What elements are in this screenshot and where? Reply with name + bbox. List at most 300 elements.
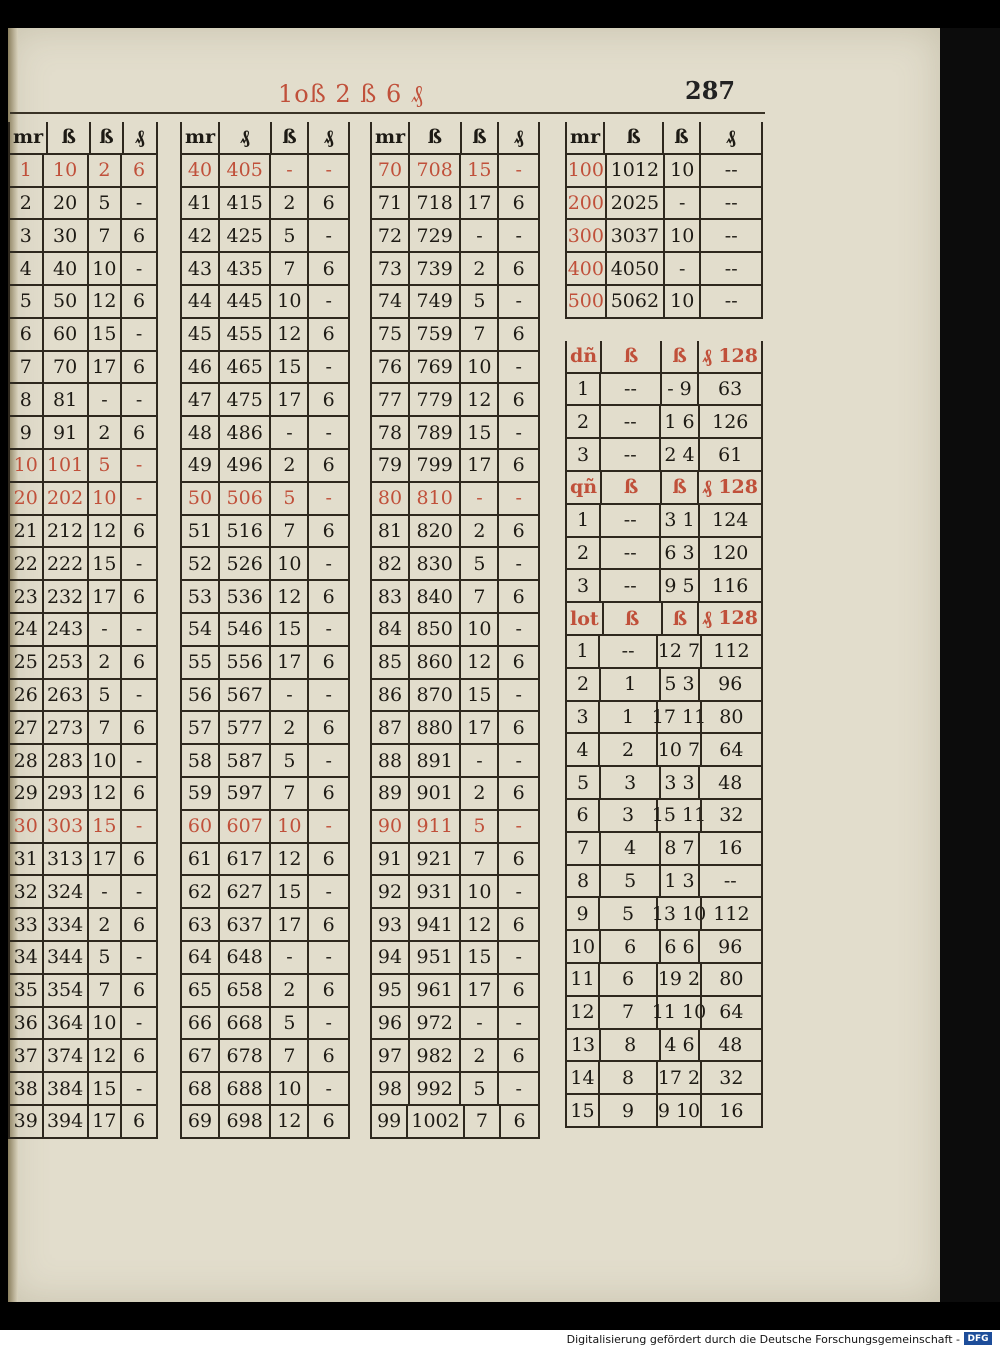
table-cell: 10 bbox=[42, 155, 87, 186]
table-cell: 40 bbox=[42, 253, 87, 284]
table-cell: 405 bbox=[218, 155, 270, 186]
table-cell: 6 bbox=[497, 319, 540, 350]
table-cell: 7 bbox=[463, 1106, 499, 1137]
table-row bbox=[565, 931, 763, 964]
table-cell: 1 bbox=[565, 374, 599, 405]
table-cell: 17 bbox=[269, 909, 307, 940]
table-cell: 89 bbox=[370, 778, 408, 809]
table-cell: - bbox=[663, 253, 699, 284]
table-cell: 66 bbox=[180, 1008, 218, 1039]
table-row bbox=[8, 384, 158, 417]
table-cell: 951 bbox=[408, 942, 460, 973]
table-cell: 15 bbox=[565, 1095, 598, 1126]
table-cell: - bbox=[269, 155, 307, 186]
table-row bbox=[8, 909, 158, 942]
table-cell: 12 bbox=[269, 1106, 307, 1137]
table-cell: 112 bbox=[700, 898, 763, 929]
table-row bbox=[180, 975, 350, 1008]
table-cell: 116 bbox=[698, 570, 763, 601]
table-row bbox=[180, 811, 350, 844]
table-cell: - bbox=[120, 1073, 158, 1104]
column-header: ₰ 128 bbox=[697, 603, 763, 634]
table-row bbox=[180, 909, 350, 942]
table-cell: 4 bbox=[565, 734, 598, 765]
table-row bbox=[8, 352, 158, 385]
table-row bbox=[370, 778, 540, 811]
table-cell: 921 bbox=[408, 844, 460, 875]
table-cell: 546 bbox=[218, 614, 270, 645]
table-cell: 48 bbox=[698, 1030, 763, 1061]
table-column-2 bbox=[180, 122, 350, 1139]
table-cell: 303 bbox=[42, 811, 87, 842]
table-cell: 10 bbox=[269, 811, 307, 842]
table-cell: 6 bbox=[120, 975, 158, 1006]
table-cell: 36 bbox=[8, 1008, 42, 1039]
table-cell: 53 bbox=[180, 581, 218, 612]
table-cell: 374 bbox=[42, 1040, 87, 1071]
table-header-row bbox=[370, 122, 540, 155]
table-cell: 11 bbox=[565, 964, 598, 995]
table-cell: 7 bbox=[269, 778, 307, 809]
table-cell: 6 bbox=[307, 1040, 350, 1071]
table-cell: 769 bbox=[408, 352, 460, 383]
table-cell: 63 bbox=[180, 909, 218, 940]
table-row bbox=[8, 1008, 158, 1041]
table-cell: 324 bbox=[42, 876, 87, 907]
table-cell: 7 bbox=[459, 581, 497, 612]
table-cell: 313 bbox=[42, 844, 87, 875]
table-row bbox=[370, 253, 540, 286]
table-row bbox=[370, 384, 540, 417]
table-row bbox=[180, 581, 350, 614]
table-cell: 3 bbox=[8, 220, 42, 251]
table-cell: 12 bbox=[269, 844, 307, 875]
table-cell: 3 bbox=[599, 767, 659, 798]
table-row bbox=[180, 1106, 350, 1139]
table-cell: - bbox=[663, 188, 699, 219]
table-cell: 486 bbox=[218, 417, 270, 448]
table-cell: 840 bbox=[408, 581, 460, 612]
table-cell: 61 bbox=[180, 844, 218, 875]
table-row bbox=[370, 975, 540, 1008]
table-cell: 30 bbox=[42, 220, 87, 251]
table-cell: 10 bbox=[269, 548, 307, 579]
table-cell: 12 bbox=[459, 909, 497, 940]
table-cell: 32 bbox=[700, 1062, 763, 1093]
table-row bbox=[565, 439, 763, 472]
table-cell: 2 bbox=[459, 1040, 497, 1071]
table-cell: 5 bbox=[598, 898, 656, 929]
table-cell: 62 bbox=[180, 876, 218, 907]
table-cell: 69 bbox=[180, 1106, 218, 1137]
table-cell: 15 bbox=[459, 680, 497, 711]
table-cell: 2 bbox=[565, 538, 599, 569]
table-cell: 54 bbox=[180, 614, 218, 645]
table-cell: 39 bbox=[8, 1106, 42, 1137]
table-row bbox=[565, 505, 763, 538]
table-cell: 6 bbox=[307, 253, 350, 284]
table-cell: 42 bbox=[180, 220, 218, 251]
table-cell: 4 6 bbox=[659, 1030, 697, 1061]
table-cell: 6 bbox=[120, 778, 158, 809]
table-cell: 20 bbox=[8, 483, 42, 514]
table-row bbox=[180, 680, 350, 713]
table-cell: 74 bbox=[370, 286, 408, 317]
table-cell: 96 bbox=[698, 669, 763, 700]
table-cell: 425 bbox=[218, 220, 270, 251]
table-cell: 283 bbox=[42, 745, 87, 776]
table-cell: - bbox=[120, 745, 158, 776]
table-header-row bbox=[565, 122, 763, 155]
table-row bbox=[180, 417, 350, 450]
table-cell: 85 bbox=[370, 647, 408, 678]
table-cell: 911 bbox=[408, 811, 460, 842]
table-cell: 7 bbox=[459, 844, 497, 875]
table-cell: - bbox=[497, 548, 540, 579]
column-header: ₰ bbox=[497, 122, 540, 153]
table-cell: 87 bbox=[370, 712, 408, 743]
table-cell: 15 bbox=[87, 1073, 121, 1104]
table-cell: 475 bbox=[218, 384, 270, 415]
table-cell: 6 bbox=[120, 909, 158, 940]
table-cell: 2 bbox=[459, 253, 497, 284]
table-cell: 5 bbox=[269, 220, 307, 251]
table-cell: 17 bbox=[459, 188, 497, 219]
table-cell: 6 bbox=[120, 220, 158, 251]
table-row bbox=[565, 1062, 763, 1095]
table-row bbox=[370, 942, 540, 975]
table-cell: 95 bbox=[370, 975, 408, 1006]
table-cell: 6 bbox=[598, 964, 656, 995]
table-cell: - bbox=[307, 220, 350, 251]
table-cell: 12 bbox=[459, 647, 497, 678]
table-cell: 1 bbox=[599, 669, 659, 700]
table-row bbox=[180, 516, 350, 549]
table-cell: 19 2 bbox=[656, 964, 700, 995]
table-row bbox=[180, 450, 350, 483]
table-cell: 15 bbox=[459, 155, 497, 186]
table-row bbox=[8, 483, 158, 516]
table-cell: 6 bbox=[497, 450, 540, 481]
table-cell: 2 bbox=[269, 450, 307, 481]
table-cell: 15 bbox=[87, 319, 121, 350]
column-header: ₰ 128 bbox=[697, 341, 763, 372]
table-cell: 729 bbox=[408, 220, 460, 251]
table-header-row bbox=[565, 472, 763, 505]
table-cell: 15 bbox=[87, 811, 121, 842]
table-cell: - bbox=[269, 680, 307, 711]
table-cell: - bbox=[307, 942, 350, 973]
table-cell: - bbox=[459, 220, 497, 251]
table-cell: 334 bbox=[42, 909, 87, 940]
table-cell: 455 bbox=[218, 319, 270, 350]
table-row bbox=[370, 581, 540, 614]
table-cell: 678 bbox=[218, 1040, 270, 1071]
table-row bbox=[8, 220, 158, 253]
table-cell: - bbox=[307, 876, 350, 907]
table-cell: 83 bbox=[370, 581, 408, 612]
table-row bbox=[180, 384, 350, 417]
table-row bbox=[370, 483, 540, 516]
table-cell: 6 bbox=[120, 155, 158, 186]
table-cell: 2 bbox=[87, 909, 121, 940]
table-row bbox=[8, 680, 158, 713]
table-row bbox=[370, 909, 540, 942]
table-row bbox=[565, 898, 763, 931]
table-cell: 2 bbox=[565, 669, 599, 700]
table-cell: - bbox=[459, 483, 497, 514]
table-cell: 2 bbox=[87, 417, 121, 448]
table-cell: 86 bbox=[370, 680, 408, 711]
table-cell: 12 bbox=[87, 1040, 121, 1071]
table-row bbox=[370, 1106, 540, 1139]
table-row bbox=[180, 1073, 350, 1106]
table-cell: 80 bbox=[370, 483, 408, 514]
table-row bbox=[565, 734, 763, 767]
table-cell: 6 bbox=[307, 450, 350, 481]
table-cell: - bbox=[307, 417, 350, 448]
table-cell: 10 bbox=[663, 286, 699, 317]
column-header: ß bbox=[600, 472, 660, 503]
table-row bbox=[370, 450, 540, 483]
table-column-1 bbox=[8, 122, 158, 1139]
table-row bbox=[370, 220, 540, 253]
table-cell: - bbox=[497, 1073, 540, 1104]
table-row bbox=[370, 680, 540, 713]
column-header: mr bbox=[180, 122, 218, 153]
table-cell: 13 bbox=[565, 1030, 599, 1061]
table-cell: 10 bbox=[87, 253, 121, 284]
table-cell: 76 bbox=[370, 352, 408, 383]
table-cell: 43 bbox=[180, 253, 218, 284]
table-cell: 2 bbox=[459, 778, 497, 809]
table-cell: 6 bbox=[120, 647, 158, 678]
table-cell: - bbox=[497, 876, 540, 907]
table-cell: 63 bbox=[697, 374, 763, 405]
table-cell: 891 bbox=[408, 745, 460, 776]
table-cell: 1 6 bbox=[659, 406, 697, 437]
table-cell: 96 bbox=[698, 931, 763, 962]
table-row bbox=[565, 1095, 763, 1128]
table-cell: 67 bbox=[180, 1040, 218, 1071]
table-cell: 17 bbox=[459, 712, 497, 743]
table-cell: 23 bbox=[8, 581, 42, 612]
table-cell: 6 bbox=[120, 712, 158, 743]
column-header: ₰ bbox=[122, 122, 158, 153]
table-cell: - bbox=[497, 614, 540, 645]
table-cell: 21 bbox=[8, 516, 42, 547]
table-cell: 50 bbox=[42, 286, 87, 317]
table-cell: 698 bbox=[218, 1106, 270, 1137]
table-cell: 9 bbox=[598, 1095, 656, 1126]
table-cell: 50 bbox=[180, 483, 218, 514]
table-row bbox=[8, 188, 158, 221]
table-row bbox=[8, 942, 158, 975]
table-row bbox=[370, 844, 540, 877]
table-cell: 8 bbox=[599, 1030, 659, 1061]
table-cell: -- bbox=[598, 636, 656, 667]
table-row bbox=[8, 778, 158, 811]
table-cell: 6 bbox=[120, 1106, 158, 1137]
table-cell: 6 3 bbox=[659, 538, 697, 569]
footer-credit: Digitalisierung gefördert durch die Deutsche Forschungsgemeinschaft - bbox=[566, 1333, 960, 1346]
table-cell: 25 bbox=[8, 647, 42, 678]
table-cell: 870 bbox=[408, 680, 460, 711]
table-header-row bbox=[180, 122, 350, 155]
table-row bbox=[565, 570, 763, 603]
table-cell: 28 bbox=[8, 745, 42, 776]
table-cell: 617 bbox=[218, 844, 270, 875]
table-cell: 17 bbox=[269, 647, 307, 678]
table-row bbox=[180, 155, 350, 188]
table-row bbox=[370, 1073, 540, 1106]
table-row bbox=[565, 997, 763, 1030]
table-cell: 384 bbox=[42, 1073, 87, 1104]
table-cell: - bbox=[497, 1008, 540, 1039]
table-cell: 1 bbox=[565, 505, 599, 536]
table-cell: 4 bbox=[599, 833, 659, 864]
table-cell: 6 bbox=[120, 417, 158, 448]
table-cell: 2 bbox=[459, 516, 497, 547]
table-cell: 2 bbox=[87, 155, 121, 186]
table-cell: 5 bbox=[269, 745, 307, 776]
table-cell: 5 bbox=[459, 548, 497, 579]
table-cell: 32 bbox=[700, 800, 763, 831]
table-cell: 1 bbox=[598, 702, 656, 733]
table-cell: 88 bbox=[370, 745, 408, 776]
table-cell: 5 bbox=[269, 1008, 307, 1039]
table-cell: 17 bbox=[459, 450, 497, 481]
table-cell: 10 bbox=[663, 155, 699, 186]
table-row bbox=[180, 844, 350, 877]
table-cell: 5 bbox=[87, 188, 121, 219]
table-cell: - bbox=[497, 942, 540, 973]
table-row bbox=[8, 614, 158, 647]
table-cell: 435 bbox=[218, 253, 270, 284]
table-row bbox=[565, 374, 763, 407]
table-row bbox=[180, 942, 350, 975]
table-cell: 6 bbox=[307, 778, 350, 809]
table-row bbox=[8, 548, 158, 581]
table-cell: 6 bbox=[497, 1040, 540, 1071]
table-row bbox=[8, 1040, 158, 1073]
table-cell: 9 bbox=[565, 898, 598, 929]
table-row bbox=[180, 1008, 350, 1041]
table-row bbox=[565, 800, 763, 833]
table-cell: - bbox=[307, 680, 350, 711]
table-cell: 2 bbox=[269, 712, 307, 743]
table-cell: 6 bbox=[497, 581, 540, 612]
column-header: ß bbox=[661, 603, 698, 634]
table-row bbox=[370, 1040, 540, 1073]
table-cell: 232 bbox=[42, 581, 87, 612]
table-cell: 71 bbox=[370, 188, 408, 219]
table-cell: 72 bbox=[370, 220, 408, 251]
table-cell: 61 bbox=[698, 439, 763, 470]
table-row bbox=[370, 188, 540, 221]
table-row bbox=[8, 286, 158, 319]
table-cell: 27 bbox=[8, 712, 42, 743]
table-cell: 37 bbox=[8, 1040, 42, 1071]
table-cell: 779 bbox=[408, 384, 460, 415]
table-cell: 12 bbox=[269, 581, 307, 612]
table-cell: 5 bbox=[87, 942, 121, 973]
table-cell: 2 bbox=[87, 647, 121, 678]
table-cell: 4050 bbox=[605, 253, 663, 284]
table-row bbox=[565, 669, 763, 702]
table-cell: 48 bbox=[698, 767, 763, 798]
table-cell: 73 bbox=[370, 253, 408, 284]
table-cell: 6 bbox=[497, 516, 540, 547]
table-cell: 91 bbox=[42, 417, 87, 448]
table-cell: 9 bbox=[8, 417, 42, 448]
table-cell: - bbox=[307, 745, 350, 776]
table-cell: 81 bbox=[370, 516, 408, 547]
table-row bbox=[180, 352, 350, 385]
table-cell: 810 bbox=[408, 483, 460, 514]
table-row bbox=[8, 450, 158, 483]
table-row bbox=[370, 548, 540, 581]
table-row bbox=[565, 833, 763, 866]
table-row bbox=[8, 155, 158, 188]
table-column-3 bbox=[370, 122, 540, 1139]
table-row bbox=[8, 1073, 158, 1106]
table-cell: 64 bbox=[180, 942, 218, 973]
table-cell: 597 bbox=[218, 778, 270, 809]
table-cell: - bbox=[497, 155, 540, 186]
table-cell: -- bbox=[599, 406, 659, 437]
table-cell: 5 bbox=[459, 811, 497, 842]
table-cell: - bbox=[120, 1008, 158, 1039]
table-cell: 12 7 bbox=[656, 636, 700, 667]
table-row bbox=[370, 286, 540, 319]
table-cell: -- bbox=[699, 188, 763, 219]
table-cell: 90 bbox=[370, 811, 408, 842]
table-cell: 6 bbox=[497, 712, 540, 743]
table-cell: -- bbox=[599, 439, 659, 470]
table-cell: 6 bbox=[499, 1106, 540, 1137]
table-cell: 38 bbox=[8, 1073, 42, 1104]
table-cell: 124 bbox=[698, 505, 763, 536]
table-cell: 10 bbox=[8, 450, 42, 481]
table-header-row bbox=[565, 341, 763, 374]
table-cell: 6 bbox=[120, 1040, 158, 1071]
table-cell: 6 bbox=[120, 844, 158, 875]
table-cell: 972 bbox=[408, 1008, 460, 1039]
table-row bbox=[180, 319, 350, 352]
table-row bbox=[565, 538, 763, 571]
table-row bbox=[370, 155, 540, 188]
table-cell: 556 bbox=[218, 647, 270, 678]
table-cell: 6 bbox=[120, 581, 158, 612]
table-cell: 5 bbox=[599, 866, 659, 897]
table-cell: 80 bbox=[700, 964, 763, 995]
table-cell: 6 bbox=[307, 188, 350, 219]
table-cell: 92 bbox=[370, 876, 408, 907]
table-row bbox=[565, 155, 763, 188]
table-cell: 79 bbox=[370, 450, 408, 481]
table-cell: 6 bbox=[497, 909, 540, 940]
table-cell: 5 bbox=[459, 1073, 497, 1104]
table-cell: - bbox=[120, 483, 158, 514]
table-cell: 15 bbox=[269, 614, 307, 645]
table-cell: 5 bbox=[87, 680, 121, 711]
table-cell: 7 bbox=[565, 833, 599, 864]
table-cell: 394 bbox=[42, 1106, 87, 1137]
table-cell: 17 bbox=[87, 581, 121, 612]
table-cell: - bbox=[120, 384, 158, 415]
table-cell: 500 bbox=[565, 286, 605, 317]
